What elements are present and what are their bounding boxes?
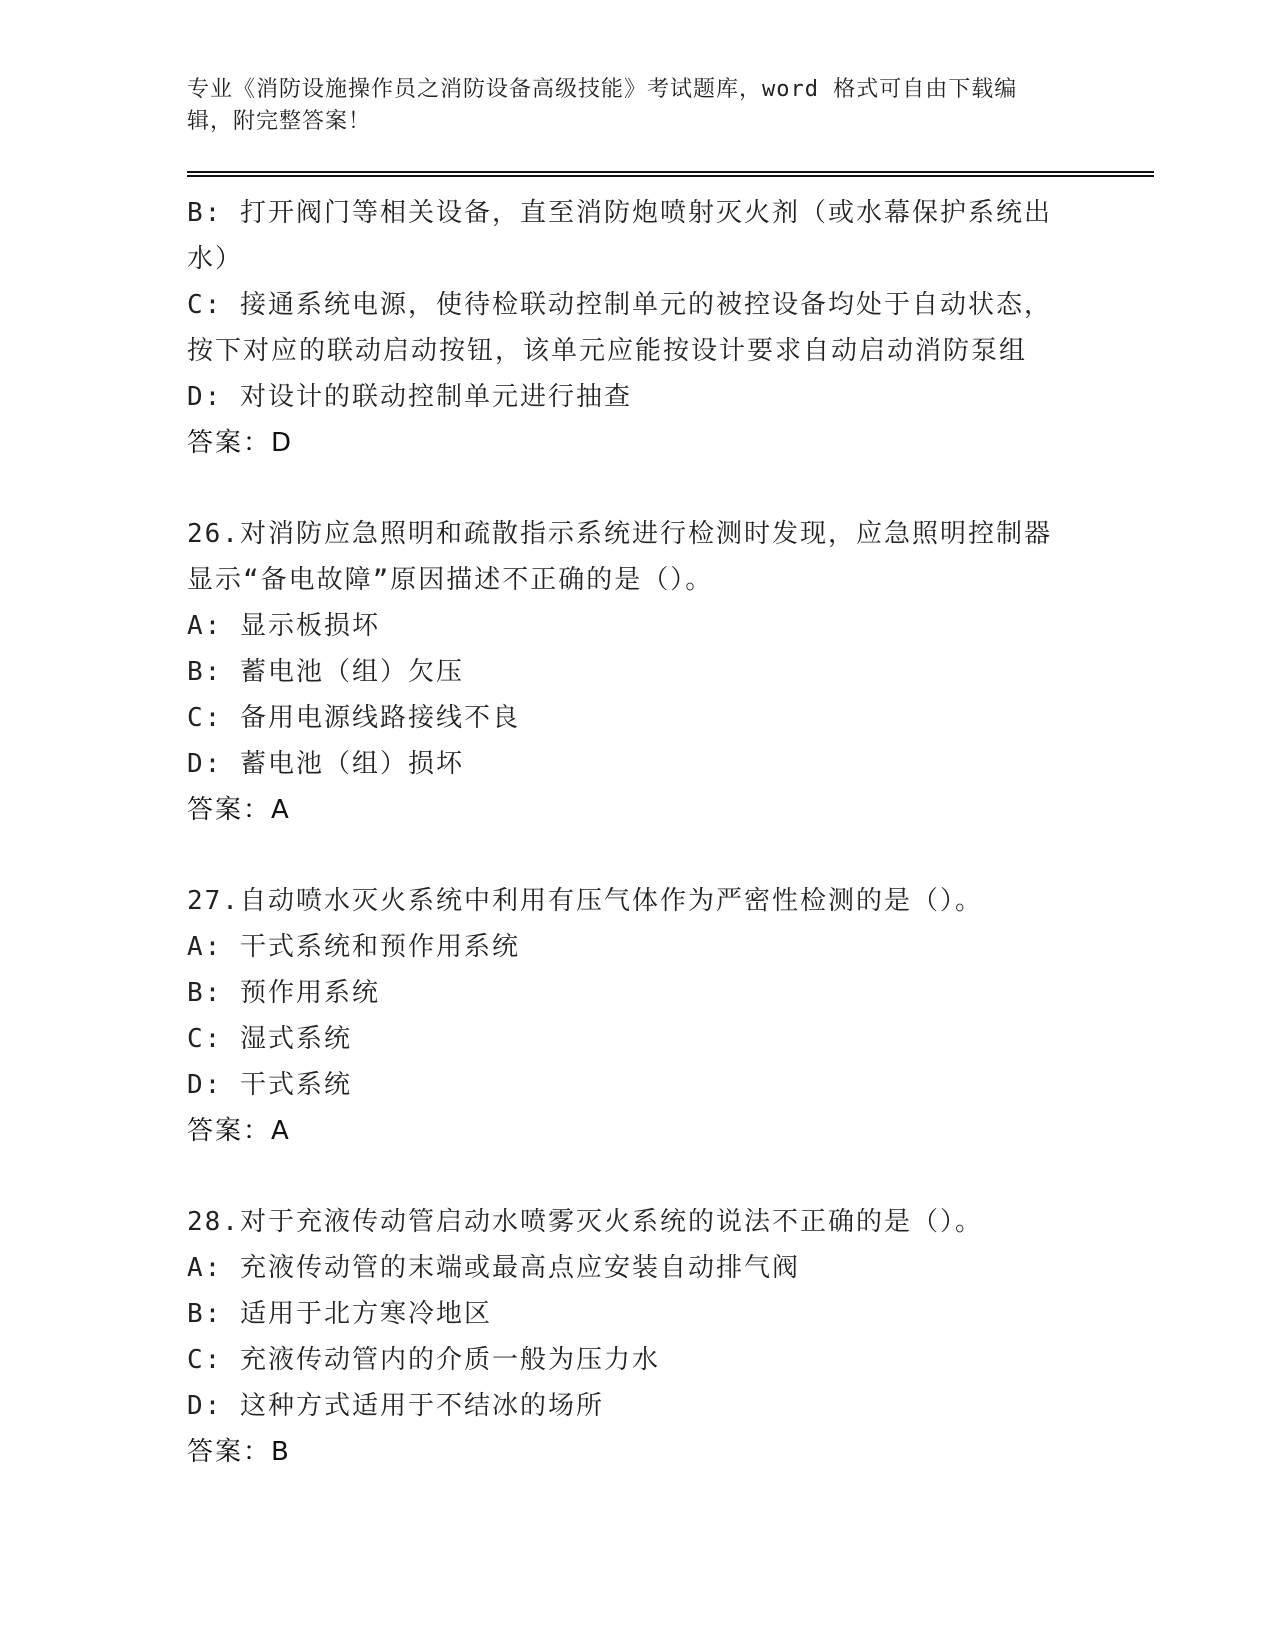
document-header	[187, 74, 1087, 138]
question-25-continued	[187, 190, 1087, 466]
question-26	[187, 511, 1087, 833]
answer: 答案：A	[187, 795, 291, 825]
header-line-2: 辑，附完整答案！	[187, 109, 372, 134]
option-d: D: 干式系统	[187, 1070, 352, 1100]
question-stem-line-1: 27.自动喷水灭火系统中利用有压气体作为严密性检测的是（）。	[187, 886, 983, 916]
question-27	[187, 878, 1087, 1154]
answer: 答案：D	[187, 428, 294, 458]
option-b: B: 预作用系统	[187, 978, 380, 1008]
question-list	[187, 190, 1087, 1475]
option-b: B: 适用于北方寒冷地区	[187, 1299, 492, 1329]
question-stem-line-2: 显示“备电故障”原因描述不正确的是（）。	[187, 565, 714, 595]
option-c: C: 备用电源线路接线不良	[187, 703, 520, 733]
option-b-line-1: B: 打开阀门等相关设备，直至消防炮喷射灭火剂（或水幕保护系统出	[187, 198, 1052, 228]
option-d: D: 这种方式适用于不结冰的场所	[187, 1391, 604, 1421]
option-c: C: 湿式系统	[187, 1024, 352, 1054]
option-b-line-2: 水）	[187, 244, 244, 274]
header-line-1: 专业《消防设施操作员之消防设备高级技能》考试题库，word 格式可自由下载编	[187, 77, 1018, 102]
header-divider-bottom	[187, 175, 1154, 177]
option-b: B: 蓄电池（组）欠压	[187, 657, 464, 687]
question-stem-line-1: 26.对消防应急照明和疏散指示系统进行检测时发现，应急照明控制器	[187, 519, 1052, 549]
option-a: A: 显示板损坏	[187, 611, 380, 641]
option-a: A: 干式系统和预作用系统	[187, 932, 520, 962]
question-28	[187, 1199, 1087, 1475]
question-stem-line-1: 28.对于充液传动管启动水喷雾灭火系统的说法不正确的是（）。	[187, 1207, 983, 1237]
header-divider-top	[187, 171, 1154, 173]
option-c: C: 充液传动管内的介质一般为压力水	[187, 1345, 660, 1375]
option-d: D: 对设计的联动控制单元进行抽查	[187, 382, 632, 412]
option-c-line-1: C: 接通系统电源，使待检联动控制单元的被控设备均处于自动状态，	[187, 290, 1052, 320]
option-c-line-2: 按下对应的联动启动按钮，该单元应能按设计要求自动启动消防泵组	[187, 336, 1028, 366]
option-d: D: 蓄电池（组）损坏	[187, 749, 464, 779]
answer: 答案：A	[187, 1116, 291, 1146]
option-a: A: 充液传动管的末端或最高点应安装自动排气阀	[187, 1253, 800, 1283]
answer: 答案：B	[187, 1437, 291, 1467]
